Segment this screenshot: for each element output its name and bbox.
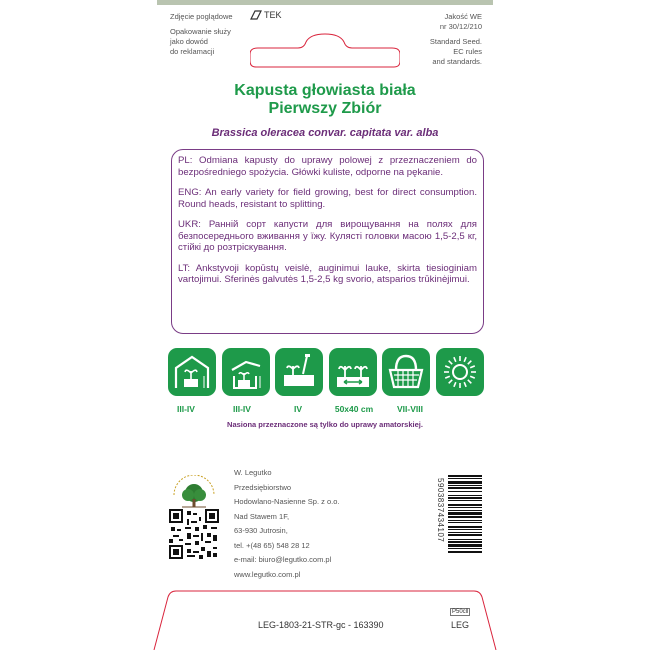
company-line: www.legutko.com.pl bbox=[234, 569, 301, 579]
icon-label: VII-VIII bbox=[397, 404, 423, 414]
product-code: LEG-1803-21-STR-gc - 163390 bbox=[258, 620, 384, 630]
description-lt: LT: Ankstyvoji kopūstų veislė, auginimui lauke, skirta tiesioginiam vartojimui. Sferinės galvutės 1,5-2,5 kg svorio, atsparios trūkinėjimui. bbox=[178, 262, 477, 285]
description-pl: PL: Odmiana kapusty do uprawy polowej z przeznaczeniem do bezpośredniego spożycia. Główki kuliste, odporne na pękanie. bbox=[178, 155, 477, 178]
icon-label: 50x40 cm bbox=[334, 404, 374, 414]
description-eng: ENG: An early variety for field growing, best for direct consumption. Round heads, resistant to splitting. bbox=[178, 187, 477, 210]
standard-line: EC rules bbox=[453, 47, 482, 56]
sun-icon bbox=[436, 348, 484, 396]
indoor-sowing-icon bbox=[222, 348, 270, 396]
barcode bbox=[448, 475, 482, 563]
tek-leaf-icon bbox=[250, 10, 262, 20]
package-note bbox=[170, 27, 250, 57]
hang-tab-cutline bbox=[250, 32, 400, 68]
product-title bbox=[155, 82, 495, 118]
icon-labels bbox=[158, 404, 494, 414]
package-note-line: Opakowanie służy bbox=[170, 27, 231, 36]
amateur-use-note: Nasiona przeznaczone są tylko do uprawy amatorskiej. bbox=[227, 420, 423, 429]
standard-line: and standards. bbox=[432, 57, 482, 66]
company-line: Hodowlano-Nasienne Sp. z o.o. bbox=[234, 497, 340, 506]
preview-label: Zdjęcie poglądowe bbox=[170, 12, 233, 21]
product-title-line2: Pierwszy Zbiór bbox=[268, 100, 382, 117]
quality-line: nr 30/12/210 bbox=[439, 22, 482, 31]
cultivation-icons bbox=[168, 348, 484, 396]
quality-line: Jakość WE bbox=[444, 12, 482, 21]
package-note-line: do reklamacji bbox=[170, 47, 215, 56]
planting-out-icon bbox=[275, 348, 323, 396]
tek-label: TEK bbox=[264, 10, 282, 20]
qr-code bbox=[169, 509, 219, 559]
spacing-icon bbox=[329, 348, 377, 396]
firma-rodzinna-logo bbox=[168, 475, 220, 509]
barcode-number: 5903837434107 bbox=[436, 478, 445, 543]
description-ukr: UKR: Ранній сорт капусти для вирощування на полях для безпосереднього вживання у їжу. Кулясті головки масою 1,5-2,5 кг, стійкі до розтріскування. bbox=[178, 219, 477, 253]
greenhouse-sowing-icon bbox=[168, 348, 216, 396]
latin-name: Brassica oleracea convar. capitata var. alba bbox=[211, 127, 439, 139]
icon-label: III-IV bbox=[233, 404, 251, 414]
company-line: tel. +(48 65) 548 28 12 bbox=[234, 540, 310, 550]
harvest-basket-icon bbox=[382, 348, 430, 396]
top-photo-strip bbox=[157, 0, 493, 5]
description-box bbox=[171, 149, 484, 334]
product-title-line1: Kapusta głowiasta biała bbox=[234, 82, 416, 99]
company-line: 63-930 Jutrosin, bbox=[234, 526, 288, 535]
bottom-cutline bbox=[150, 585, 500, 650]
leg-mark: LEG bbox=[451, 620, 470, 630]
package-note-line: jako dowód bbox=[170, 37, 208, 46]
icon-label: IV bbox=[293, 404, 303, 414]
company-info bbox=[234, 466, 339, 582]
company-line: W. Legutko bbox=[234, 468, 272, 477]
package-size-mark: P50cll bbox=[452, 609, 469, 615]
icon-label bbox=[438, 404, 494, 414]
icon-label: III-IV bbox=[177, 404, 195, 414]
standard-line: Standard Seed. bbox=[429, 37, 482, 46]
quality-note bbox=[402, 12, 482, 32]
company-line: e-mail: biuro@legutko.com.pl bbox=[234, 555, 332, 564]
tek-mark bbox=[250, 10, 282, 20]
company-line: Przedsiębiorstwo bbox=[234, 482, 292, 492]
company-line: Nad Stawem 1F, bbox=[234, 511, 290, 521]
